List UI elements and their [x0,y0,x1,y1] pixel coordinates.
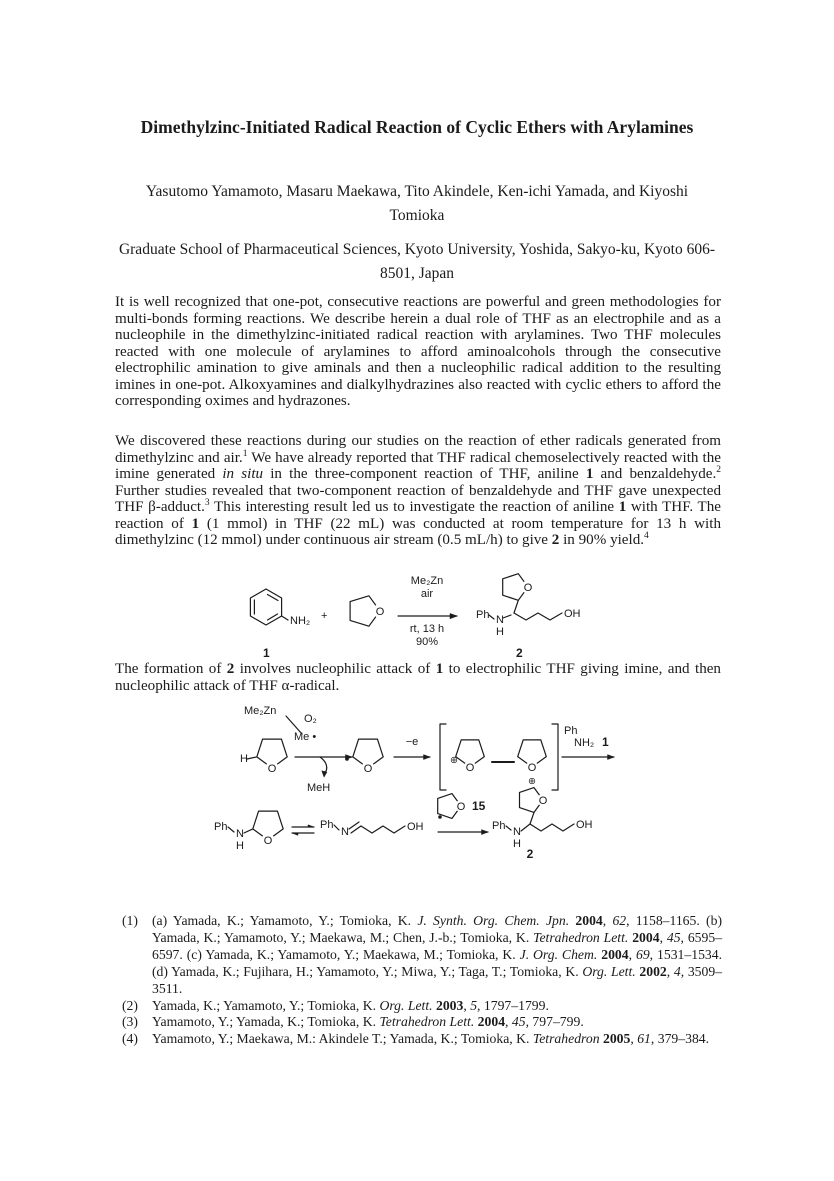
oxygen-label: O [465,762,475,774]
nitrogen-label: N [496,614,504,626]
aniline-structure [250,589,310,660]
reference-number: (2) [122,997,138,1013]
reference-item [122,1031,722,1048]
plus-charge-icon: ⊕ [528,776,536,787]
o2-label: O₂ [304,713,317,725]
oxygen-label: O [456,801,466,813]
amination-arrow [562,725,614,759]
compound-15-label: 15 [472,799,486,813]
initiation-step [244,705,317,743]
body-paragraph-1: We discovered these reactions during our studies on the reaction of ether radicals generated from dimethylzinc and air.$^1$ We have already reported that THF radical chemoselectively reacted with the imine generated in situ in the three-component reaction of THF, aniline 1 and benzaldehyde.$^2$ Further studies revealed that two-component reaction of benzaldehyde and THF gave unexpected THF β-adduct.$^3$ This interesting result led us to investigate the reaction of aniline 1 with THF. The reaction of 1 (1 mmol) in THF (22 mL) was conducted at room temperature for 13 h with dimethylzinc (12 mmol) under continuous air stream (0.5 mL/h) to give 2 in 90% yield.$^4$ [115,433,721,548]
conditions-label: rt, 13 h [409,623,445,635]
reference-text: Yamamoto, Y.; Maekawa, M.: Akindele T.; Yamada, K.; Tomioka, K. Tetrahedron 2005, 61, 379–384. [152,1031,710,1047]
product-2-structure [492,788,593,861]
nitrogen-label: N [513,826,521,838]
reference-item [122,998,722,1015]
meh-label: MeH [307,782,331,794]
reaction-scheme-1 [233,571,603,666]
oxygen-label: O [538,795,548,807]
nh2-label: NH₂ [290,615,311,627]
reaction-arrow [398,575,457,648]
oxygen-label: O [523,582,533,594]
compound-1-label: 1 [602,735,609,749]
nitrogen-label: N [341,826,349,838]
oxygen-label: O [527,762,537,774]
reagent-air-label: air [420,588,434,600]
thf-structure [350,596,387,626]
mechanism-scheme [200,700,620,872]
oxygen-label: O [363,763,373,775]
hydrogen-label: H [240,753,248,765]
oxygen-label: O [375,606,385,618]
oxidation-arrow [394,736,430,759]
references-section [122,913,722,1048]
phenyl-label: Ph [320,819,334,831]
aminal-structure [214,811,283,852]
hydroxyl-label: OH [564,608,581,620]
product-2-structure [476,574,581,660]
authors-line: Yasutomo Yamamoto, Masaru Maekawa, Tito Akindele, Ken-ichi Yamada, and Kiyoshi Tomioka [145,183,689,224]
reference-number: (3) [122,1014,138,1030]
reference-item [122,1014,722,1031]
oxygen-label: O [267,763,277,775]
phenyl-label: Ph [564,725,578,737]
reference-item [122,913,722,998]
hydrogen-label: H [513,838,521,850]
reference-number: (1) [122,913,138,928]
reagent-me2zn-label: Me₂Zn [410,575,444,587]
methyl-radical-label: Me • [294,731,317,743]
reference-text: (a) Yamada, K.; Yamamoto, Y.; Tomioka, K. J. Synth. Org. Chem. Jpn. 2004, 62, 1158–1165. (b) Yamada, K.; Yamamoto, Y.; Maekawa, M.; Chen, J.-b.; Tomioka, K. Tetrahedron Lett. 2004, 45, 6595–6597. (c) Yamada, K.; Yamamoto, Y.; Maekawa, M.; Tomioka, K. J. Org. Chem. 2004, 69, 1531–1534. (d) Yamada, K.; Fujihara, H.; Yamamoto, Y.; Miwa, Y.; Taga, T.; Tomioka, K. Org. Lett. 2002, 4, 3509–3511. [152,913,723,996]
body-paragraph-2: The formation of 2 involves nucleophilic attack of 1 to electrophilic THF giving imine, and then nucleophilic attack of THF α-radical. [115,661,721,694]
compound-2-label: 2 [526,847,534,861]
bracketed-oxocarbenium-resonance [440,724,558,790]
reference-text: Yamamoto, Y.; Yamada, K.; Tomioka, K. Tetrahedron Lett. 2004, 45, 797–799. [152,1014,584,1030]
plus-sign: + [321,610,328,622]
thf-alpha-h-structure [240,739,287,775]
hydrogen-label: H [236,840,244,852]
hydrogen-label: H [496,626,504,638]
nh2-label: NH₂ [574,737,595,749]
h-abstraction-arrow [295,755,352,794]
hydroxyl-label: OH [407,821,424,833]
compound-1-label: 1 [263,646,270,660]
phenyl-label: Ph [492,820,506,832]
radical-addition-arrow [438,794,488,835]
phenyl-label: Ph [476,609,490,621]
reference-text: Yamada, K.; Yamamoto, Y.; Tomioka, K. Org. Lett. 2003, 5, 1797–1799. [152,997,549,1013]
oxygen-label: O [263,835,273,847]
hydroxyl-label: OH [576,819,593,831]
plus-charge-icon: ⊕ [450,755,458,766]
compound-2-label: 2 [516,646,523,660]
abstract-paragraph: It is well recognized that one-pot, consecutive reactions are powerful and green methodologies for multi-bonds forming reactions. We describe herein a dual role of THF as an electrophile and as a nucleophile in the dimethylzinc-initiated radical reaction with arylamines. Two THF molecules reacted with one molecule of arylamines to afford aminoalcohols through the consecutive electrophilic amination to give aminals and then a nucleophilic radical addition to the resulting imines in one-pot. Alkoxyamines and dialkylhydrazines also reacted with cyclic ethers to afford the corresponding oximes and hydrazones. [115,294,721,409]
minus-e-label: −e [405,736,419,748]
equilibrium-arrows-icon [292,825,314,835]
reference-number: (4) [122,1031,138,1047]
nitrogen-label: N [236,828,244,840]
affiliation-line: Graduate School of Pharmaceutical Sciences, Kyoto University, Yoshida, Sakyo-ku, Kyoto 606-8501, Japan [118,241,716,282]
phenyl-label: Ph [214,821,228,833]
yield-label: 90% [415,636,439,648]
me2zn-label: Me₂Zn [244,705,277,717]
imine-structure [320,819,424,838]
paper-title: Dimethylzinc-Initiated Radical Reaction of Cyclic Ethers with Arylamines [140,117,694,137]
